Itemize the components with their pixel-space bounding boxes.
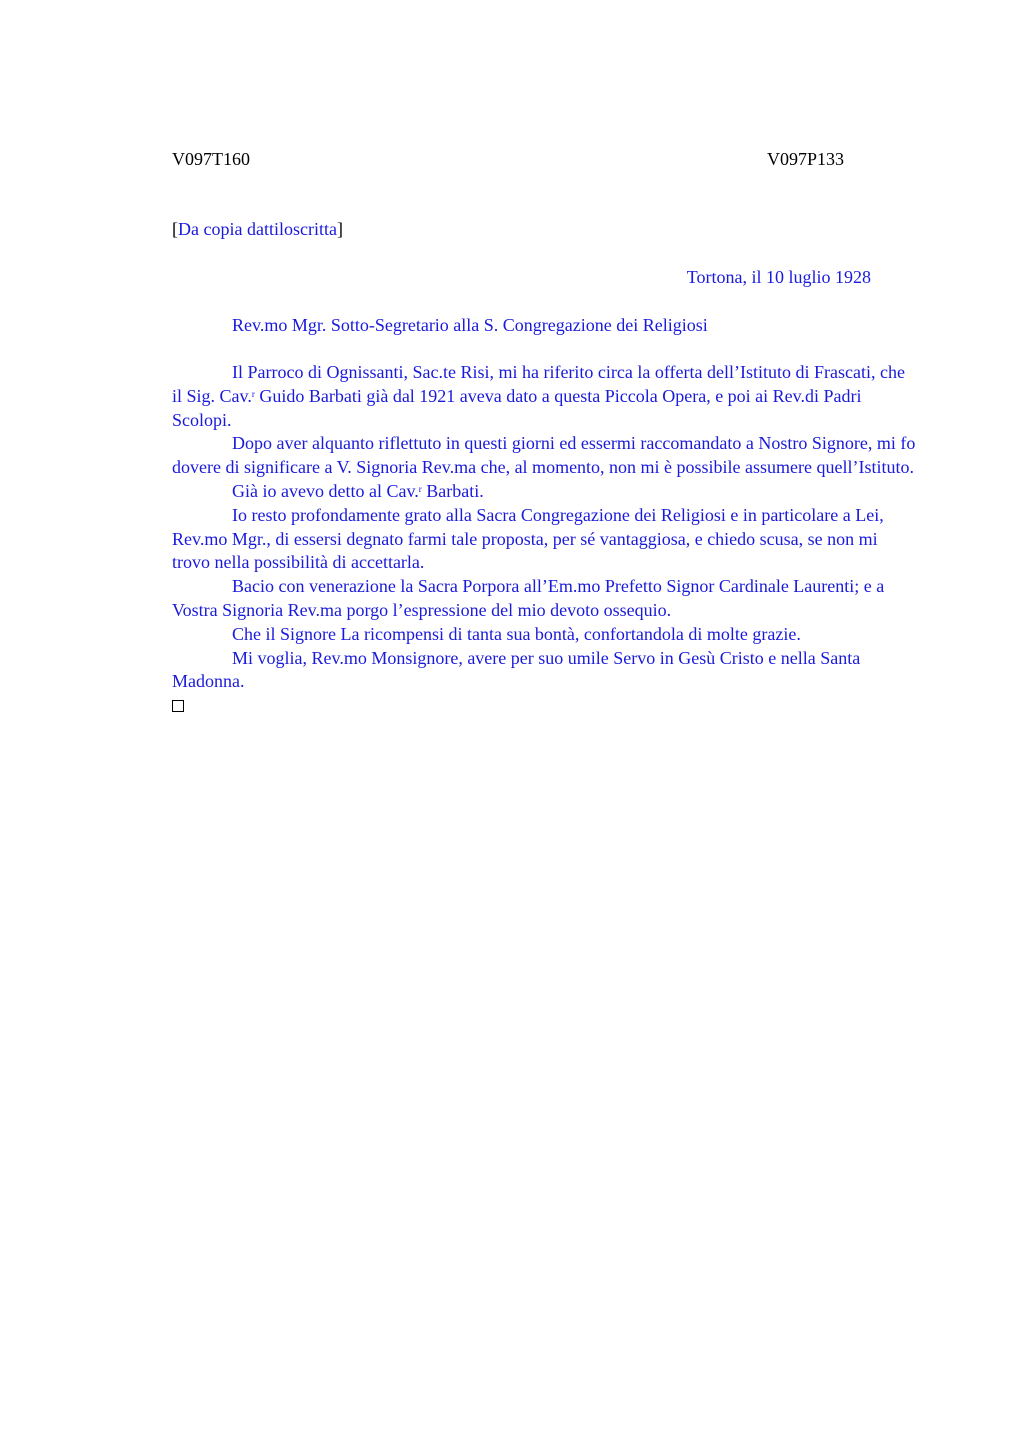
paragraph-3-text-b: Barbati.	[421, 480, 484, 501]
document-code-right: V097P133	[766, 149, 844, 169]
source-note	[172, 217, 343, 241]
paragraph-1	[172, 361, 918, 432]
letter-salutation: Rev.mo Mgr. Sotto-Segretario alla S. Congregazione dei Religiosi	[232, 315, 708, 335]
paragraph-3-superscript: r	[418, 483, 422, 494]
source-note-open-bracket: [	[172, 219, 178, 239]
paragraph-4: Io resto profondamente grato alla Sacra Congregazione dei Religiosi e in particolare a Lei, Rev.mo Mgr., di essersi degnato farmi tale proposta, per sé vantaggiosa, e chiedo scusa, se non mi trovo nella possibilità di accettarla.	[172, 504, 884, 573]
paragraph-1-text-a: Il Parroco di Ognissanti, Sac.te Risi, mi ha riferito circa la offerta dell’Istituto di Frascati, che il Sig. Cav.	[172, 362, 905, 406]
paragraph-1-text-b: Guido Barbati già dal 1921 aveva dato a questa Piccola Opera, e poi ai Rev.di Padri Scolopi.	[172, 385, 862, 430]
paragraph-1-superscript: r	[251, 388, 255, 399]
letter-body	[172, 361, 918, 719]
paragraph-3-text-a: Già io avevo detto al Cav.	[232, 480, 419, 501]
paragraph-5: Bacio con venerazione la Sacra Porpora all’Em.mo Prefetto Signor Cardinale Laurenti; e a Vostra Signoria Rev.ma porgo l’espressione del mio devoto ossequio.	[172, 576, 885, 620]
paragraph-3	[172, 480, 918, 504]
paragraph-7: Mi voglia, Rev.mo Monsignore, avere per suo umile Servo in Gesù Cristo e nella Santa Madonna.	[172, 647, 861, 692]
source-note-close-bracket: ]	[336, 219, 343, 239]
paragraph-6: Che il Signore La ricompensi di tanta sua bontà, confortandola di molte grazie.	[232, 623, 801, 644]
paragraph-2: Dopo aver alquanto riflettuto in questi giorni ed essermi raccomandato a Nostro Signore, mi fo dovere di significare a V. Signoria Rev.ma che, al momento, non mi è possibile assumere quell’Istituto.	[172, 433, 916, 478]
source-note-text: Da copia dattiloscritta	[178, 219, 337, 239]
letter-date: Tortona, il 10 luglio 1928	[686, 267, 871, 287]
document-header	[172, 147, 844, 171]
empty-square-icon	[172, 700, 184, 712]
document-code-left: V097T160	[172, 149, 250, 169]
